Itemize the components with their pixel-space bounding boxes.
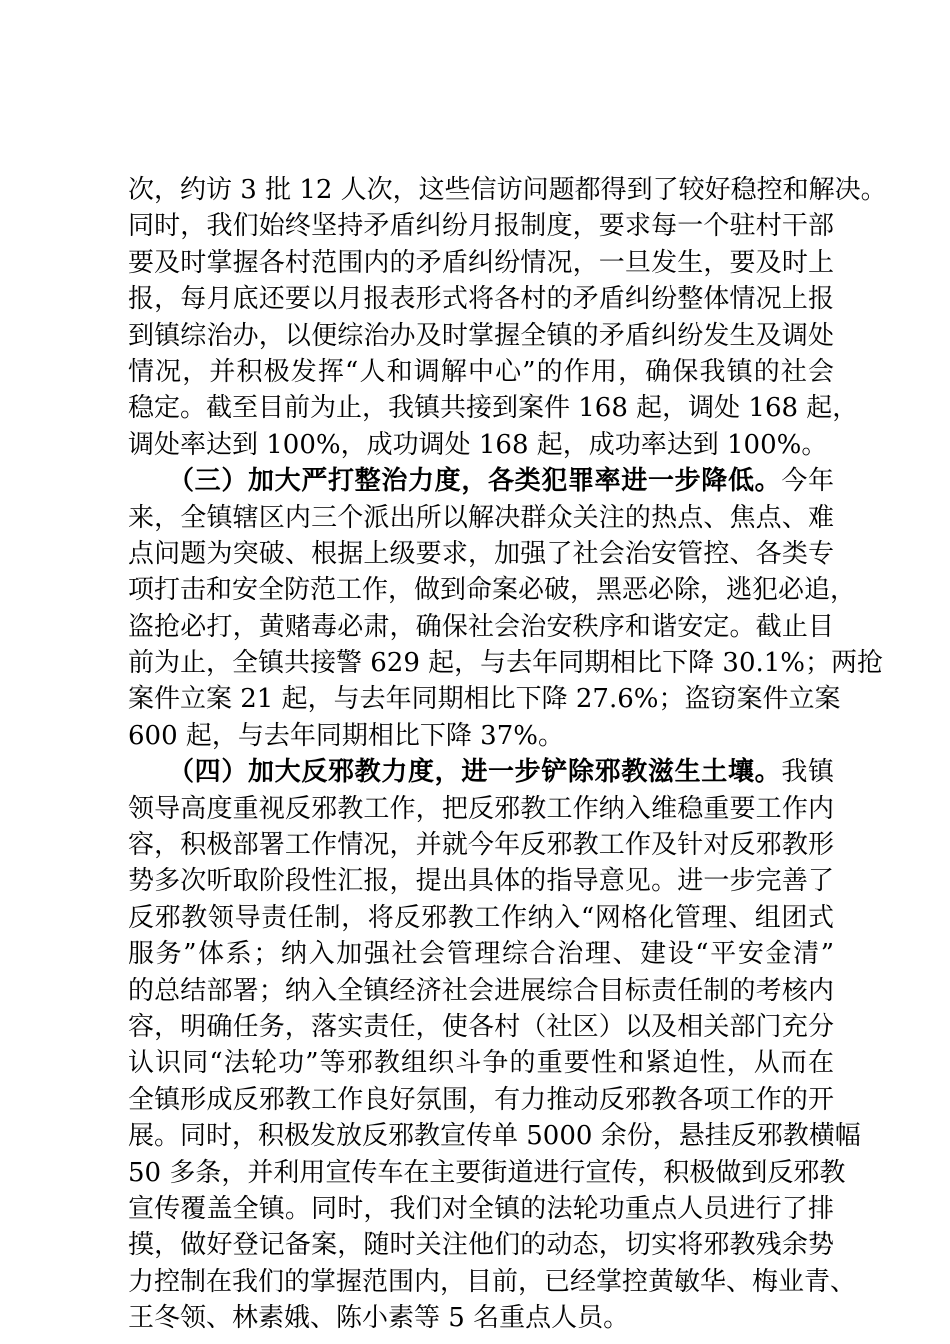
text-line: 的总结部署；纳入全镇经济社会进展综合目标责任制的考核内	[128, 975, 834, 1006]
paragraph-crime-crackdown	[128, 463, 884, 754]
text-line: 服务”体系；纳入加强社会管理综合治理、建设“平安金清”	[128, 939, 834, 970]
text-line: 要及时掌握各村范围内的矛盾纠纷情况，一旦发生，要及时上	[128, 247, 834, 278]
text-line: 600 起，与去年同期相比下降 37%。	[128, 720, 564, 751]
text-line: 到镇综治办，以便综治办及时掌握全镇的矛盾纠纷发生及调处	[128, 320, 834, 351]
text-line: 稳定。截至目前为止，我镇共接到案件 168 起，调处 168 起，	[128, 393, 859, 424]
text-line: 同时，我们始终坚持矛盾纠纷月报制度，要求每一个驻村干部	[128, 211, 834, 242]
text-line: 领导高度重视反邪教工作，把反邪教工作纳入维稳重要工作内	[128, 793, 834, 824]
paragraph-first-line	[128, 463, 834, 499]
text-line: 50 多条，并利用宣传车在主要街道进行宣传，积极做到反邪教	[128, 1157, 846, 1188]
text-line: 盗抢必打，黄赌毒必肃，确保社会治安秩序和谐安定。截止目	[128, 611, 834, 642]
text-line: 容，积极部署工作情况，并就今年反邪教工作及针对反邪教形	[128, 830, 834, 861]
heading-tail-text: 今年	[781, 466, 834, 497]
text-line: 容，明确任务，落实责任，使各村（社区）以及相关部门充分	[128, 1011, 834, 1042]
text-line: 前为止，全镇共接警 629 起，与去年同期相比下降 30.1%；两抢	[128, 648, 884, 679]
paragraph-dispute-mediation	[128, 172, 887, 463]
paragraph-first-line	[128, 754, 834, 790]
text-line: 点问题为突破、根据上级要求，加强了社会治安管控、各类专	[128, 538, 834, 569]
paragraph-anti-cult	[128, 754, 861, 1336]
text-line: 王冬领、林素娥、陈小素等 5 名重点人员。	[128, 1303, 630, 1334]
section-heading: （三）加大严打整治力度，各类犯罪率进一步降低。	[168, 466, 782, 497]
text-line: 案件立案 21 起，与去年同期相比下降 27.6%；盗窃案件立案	[128, 684, 841, 715]
text-line: 摸，做好登记备案，随时关注他们的动态，切实将邪教残余势	[128, 1230, 834, 1261]
text-line: 展。同时，积极发放反邪教宣传单 5000 余份，悬挂反邪教横幅	[128, 1121, 861, 1152]
text-line: 认识同“法轮功”等邪教组织斗争的重要性和紧迫性，从而在	[128, 1048, 834, 1079]
text-line: 项打击和安全防范工作，做到命案必破，黑恶必除，逃犯必追，	[128, 575, 857, 606]
text-line: 宣传覆盖全镇。同时，我们对全镇的法轮功重点人员进行了排	[128, 1193, 834, 1224]
text-line: 全镇形成反邪教工作良好氛围，有力推动反邪教各项工作的开	[128, 1084, 834, 1115]
text-line: 情况，并积极发挥“人和调解中心”的作用，确保我镇的社会	[128, 356, 834, 387]
section-heading: （四）加大反邪教力度，进一步铲除邪教滋生土壤。	[168, 757, 782, 788]
text-line: 力控制在我们的掌握范围内，目前，已经掌控黄敏华、梅业青、	[128, 1266, 857, 1297]
text-line: 反邪教领导责任制，将反邪教工作纳入“网格化管理、组团式	[128, 902, 834, 933]
text-line: 次，约访 3 批 12 人次，这些信访问题都得到了较好稳控和解决。	[128, 175, 887, 205]
text-line: 势多次听取阶段性汇报，提出具体的指导意见。进一步完善了	[128, 866, 834, 897]
heading-tail-text: 我镇	[781, 757, 834, 788]
text-line: 来，全镇辖区内三个派出所以解决群众关注的热点、焦点、难	[128, 502, 834, 533]
text-line: 调处率达到 100%，成功调处 168 起，成功率达到 100%。	[128, 429, 828, 460]
text-line: 报，每月底还要以月报表形式将各村的矛盾纠纷整体情况上报	[128, 284, 834, 315]
document-body	[128, 172, 887, 1337]
